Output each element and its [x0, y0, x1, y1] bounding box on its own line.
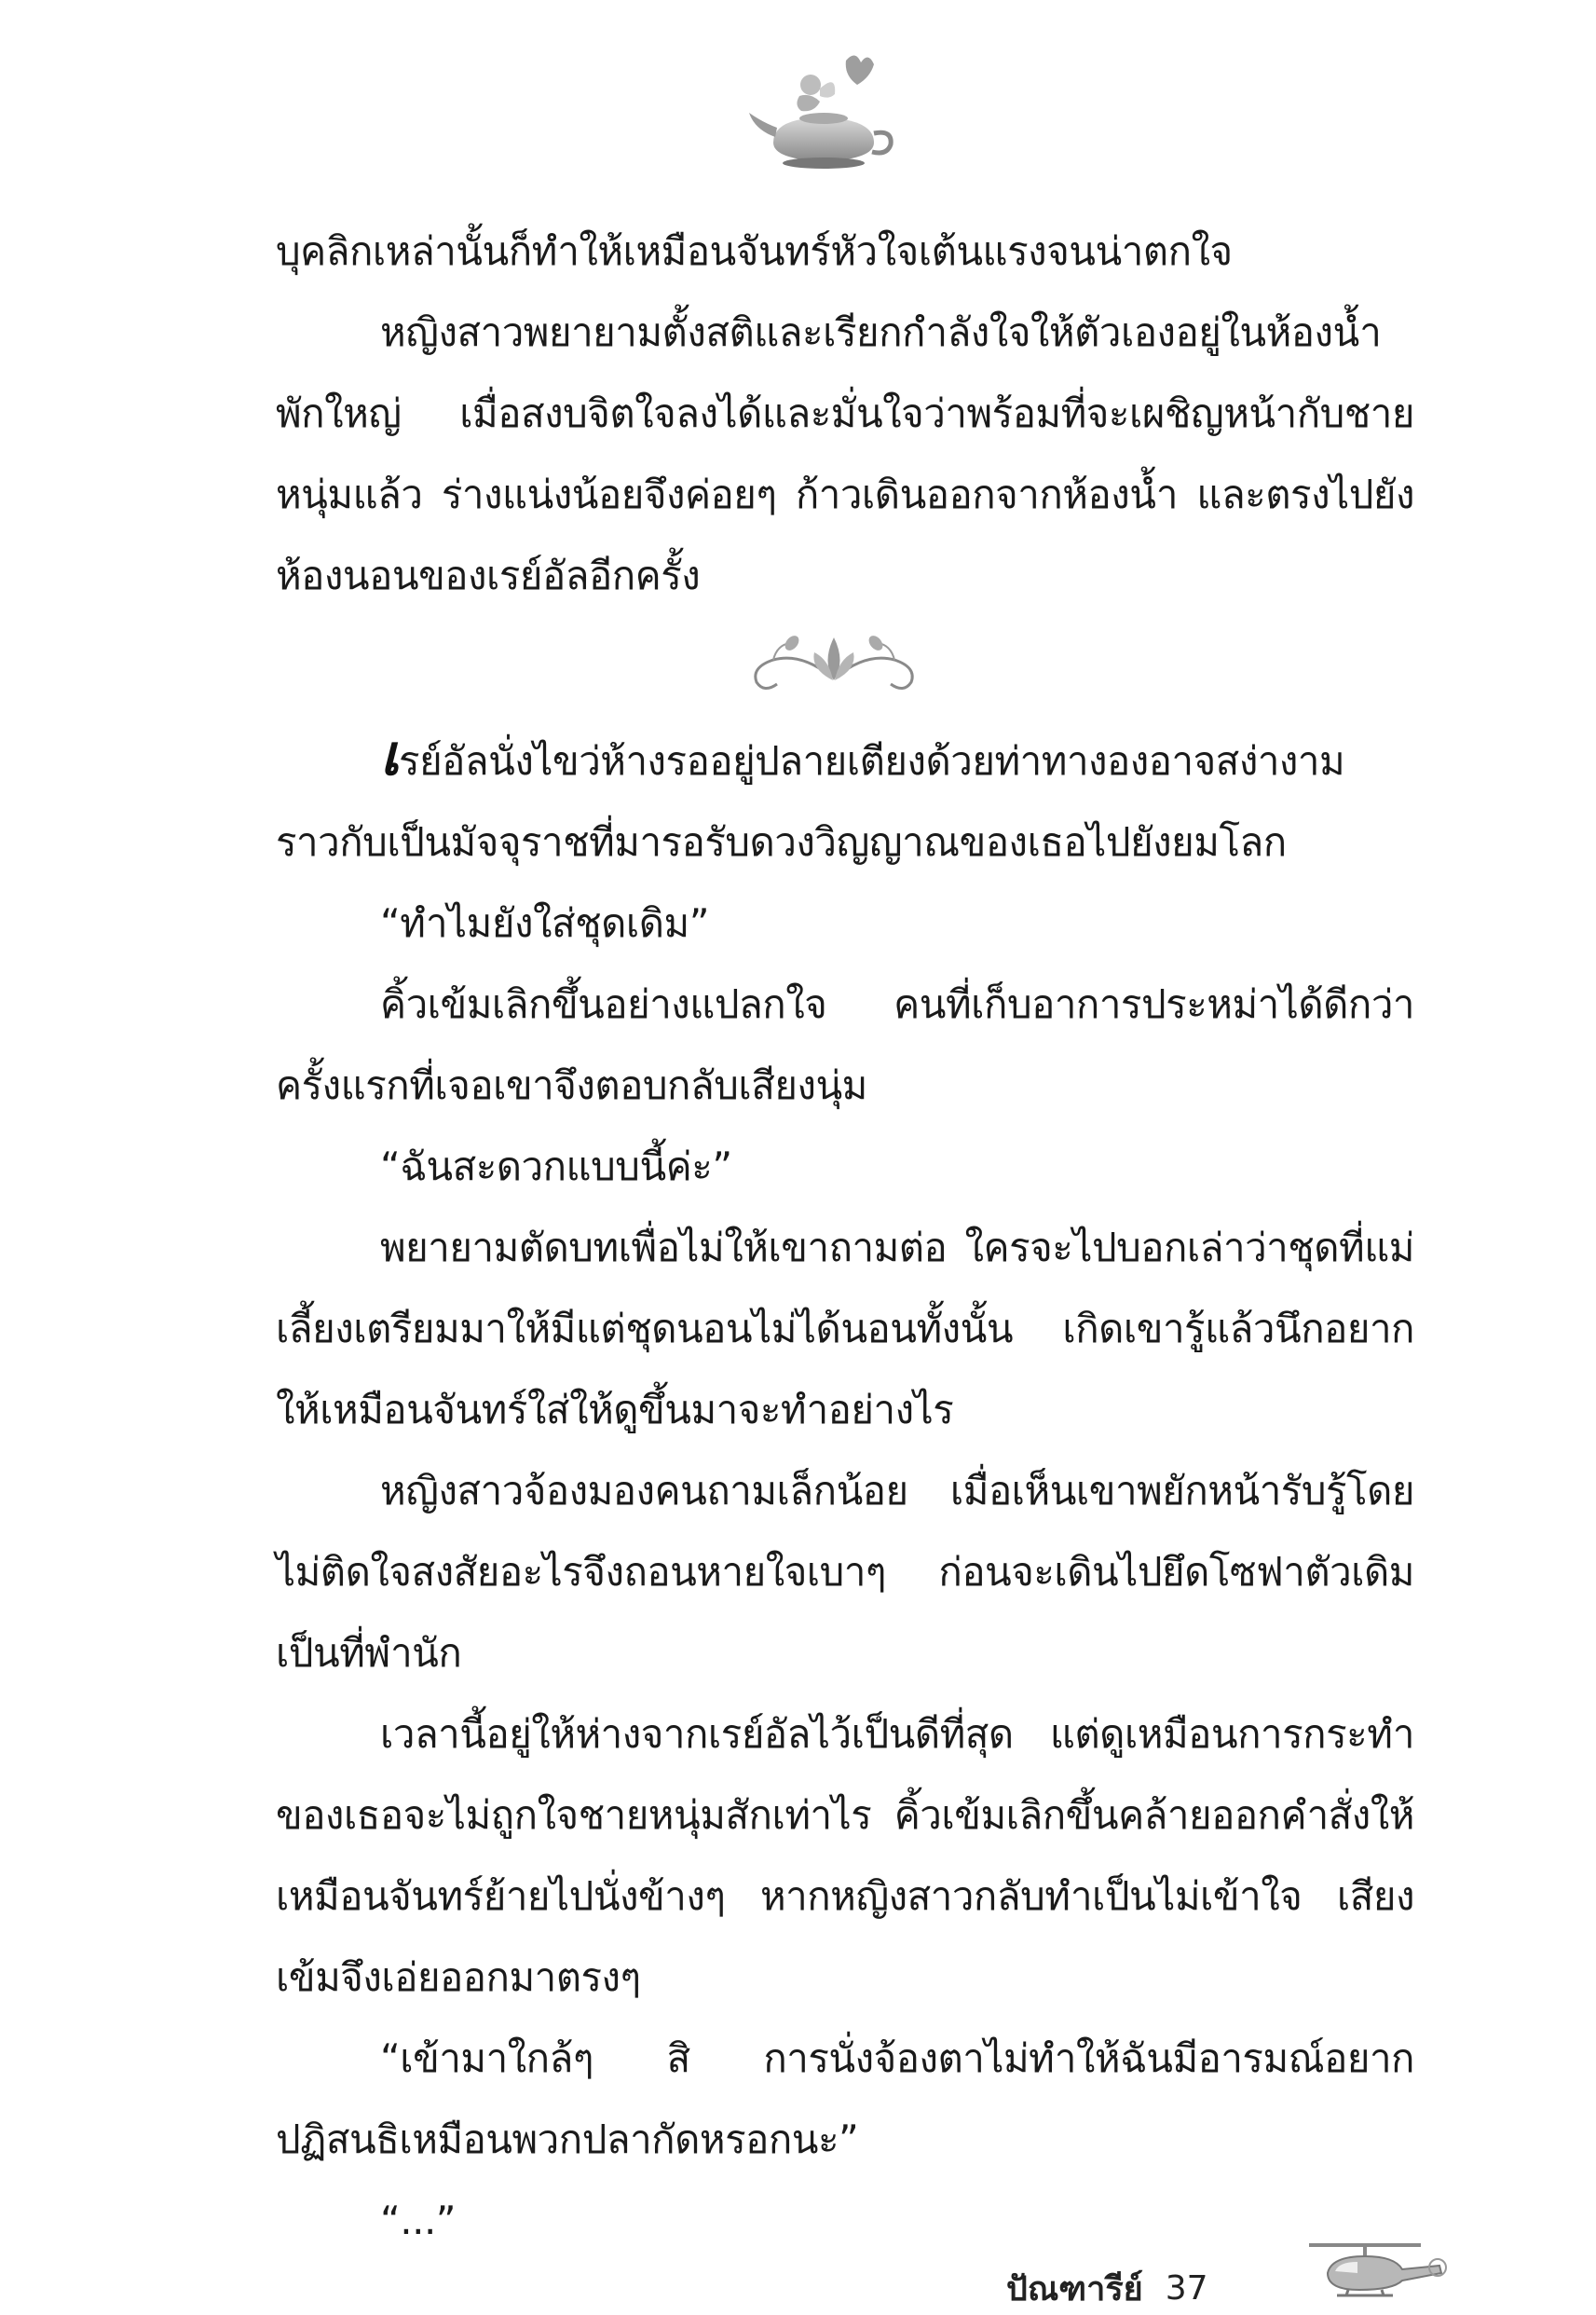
opening-paragraph-text: รย์อัลนั่งไขว่ห้างรออยู่ปลายเตียงด้วยท่าทางองอาจสง่างามราวกับเป็นมัจจุราชที่มารอรับดวงวิญญาณของเธอไปยังยมโลก	[276, 738, 1345, 865]
drop-cap: เ	[380, 723, 400, 788]
book-title: ปัณฑารีย์	[1006, 2269, 1143, 2308]
paragraph: คิ้วเข้มเลิกขึ้นอย่างแปลกใจ คนที่เก็บอาการประหม่าได้ดีกว่าครั้งแรกที่เจอเขาจึงตอบกลับเสียงนุ่ม	[276, 981, 1414, 1108]
floral-scroll-divider-icon	[736, 624, 932, 699]
paragraph: เวลานี้อยู่ให้ห่างจากเรย์อัลไว้เป็นดีที่สุด แต่ดูเหมือนการกระทำของเธอจะไม่ถูกใจชายหนุ่มสักเท่าไร คิ้วเข้มเลิกขึ้นคล้ายออกคำสั่งให้เหมือนจันทร์ย้ายไปนั่งข้างๆ หากหญิงสาวกลับทำเป็นไม่เข้าใจ เสียงเข้มจึงเอ่ยออกมาตรงๆ	[276, 1711, 1414, 2000]
paragraph: หญิงสาวพยายามตั้งสติและเรียกกำลังใจให้ตัวเองอยู่ในห้องน้ำพักใหญ่ เมื่อสงบจิตใจลงได้และมั่นใจว่าพร้อมที่จะเผชิญหน้ากับชายหนุ่มแล้ว ร่างแน่งน้อยจึงค่อยๆ ก้าวเดินออกจากห้องน้ำ และตรงไปยังห้องนอนของเรย์อัลอีกครั้ง	[276, 309, 1414, 598]
paragraph: บุคลิกเหล่านั้นก็ทำให้เหมือนจันทร์หัวใจเต้นแรงจนน่าตกใจ	[276, 228, 1233, 274]
paragraph: “...”	[380, 2198, 457, 2243]
opening-paragraph	[276, 720, 1414, 883]
page-number: 37	[1165, 2268, 1208, 2308]
paragraph: หญิงสาวจ้องมองคนถามเล็กน้อย เมื่อเห็นเขาพยักหน้ารับรู้โดยไม่ติดใจสงสัยอะไรจึงถอนหายใจเบาๆ ก่อนจะเดินไปยึดโซฟาตัวเดิมเป็นที่พำนัก	[276, 1468, 1414, 1676]
paragraph: พยายามตัดบทเพื่อไม่ให้เขาถามต่อ ใครจะไปบอกเล่าว่าชุดที่แม่เลี้ยงเตรียมมาให้มีแต่ชุดนอนไม่ได้นอนทั้งนั้น เกิดเขารู้แล้วนึกอยากให้เหมือนจันทร์ใส่ให้ดูขึ้นมาจะทำอย่างไร	[276, 1225, 1414, 1432]
paragraph: “ฉันสะดวกแบบนี้ค่ะ”	[380, 1144, 732, 1189]
text-block-upper	[276, 211, 1414, 616]
paragraph: “ทำไมยังใส่ชุดเดิม”	[380, 900, 709, 946]
helicopter-icon	[1290, 2232, 1449, 2307]
text-block-lower	[276, 720, 1414, 2261]
teapot-cherub-ornament-icon	[745, 51, 904, 172]
paragraph: “เข้ามาใกล้ๆ สิ การนั่งจ้องตาไม่ทำให้ฉันมีอารมณ์อยากปฏิสนธิเหมือนพวกปลากัดหรอกนะ”	[276, 2035, 1414, 2162]
